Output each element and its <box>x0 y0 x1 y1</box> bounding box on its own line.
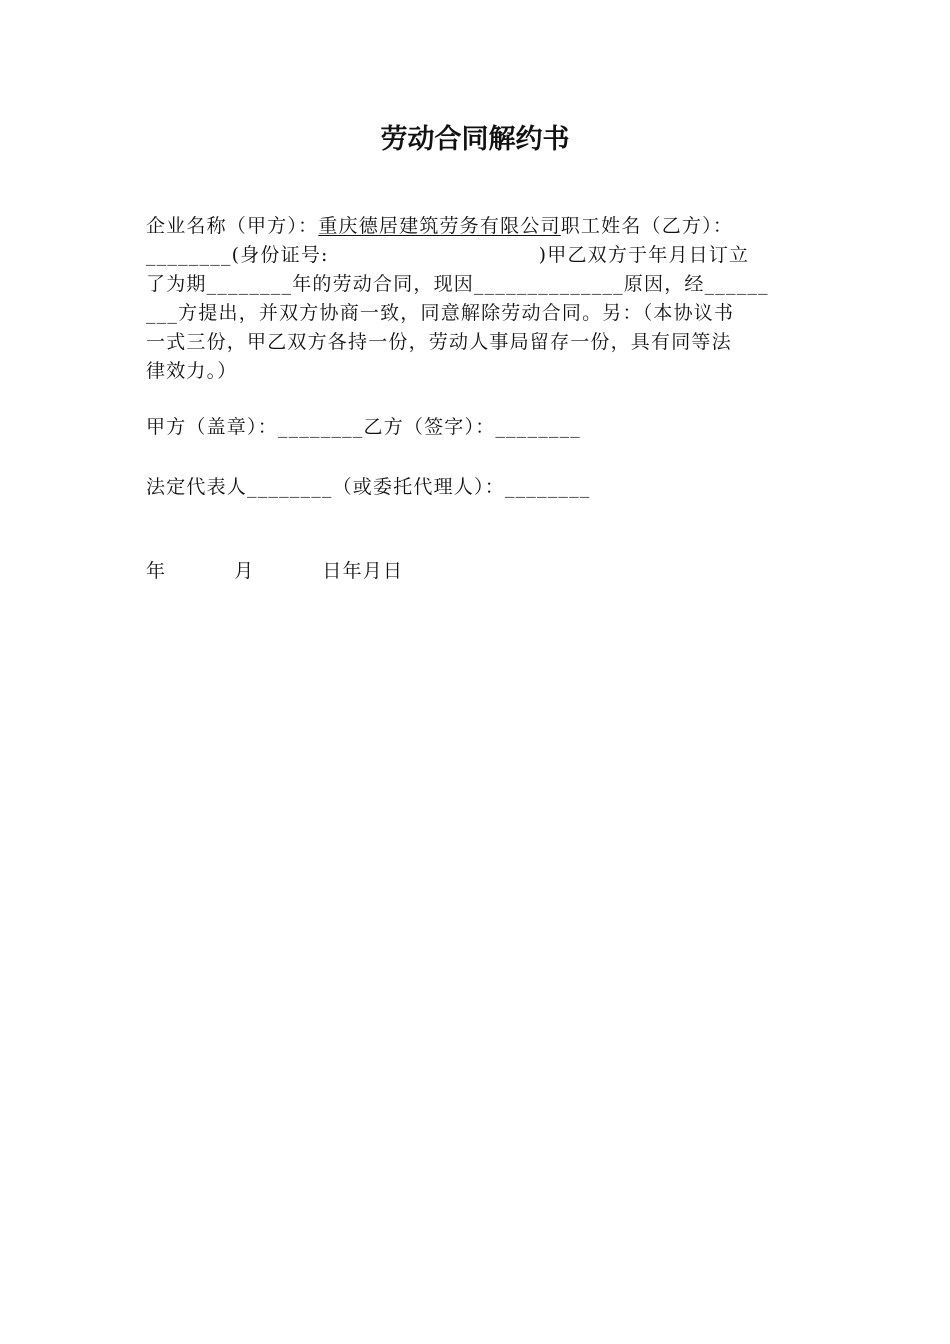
employer-label: 企业名称（甲方）： <box>146 215 319 237</box>
paragraph-line-5: 一式三份，甲乙双方各持一份，劳动人事局留存一份，具有同等法 <box>146 331 732 353</box>
paragraph-line-2 <box>146 241 806 270</box>
document-title: 劳动合同解约书 <box>380 124 570 155</box>
employee-label: 职工姓名（乙方）： <box>560 215 734 237</box>
contract-paragraph <box>146 212 806 386</box>
date-rest: 日年月日 <box>322 560 404 582</box>
date-line <box>146 557 806 586</box>
paragraph-line-6: 律效力。） <box>146 360 238 382</box>
legal-representative-line: 法定代表人________（或委托代理人）：________ <box>146 476 591 498</box>
company-name: 重庆德居建筑劳务有限公司 <box>318 215 561 237</box>
paragraph-line-4: ___方提出，并双方协商一致，同意解除劳动合同。另：（本协议书 <box>146 302 735 324</box>
date-year: 年 <box>146 560 167 582</box>
paragraph-line-1 <box>146 212 806 241</box>
party-signature-line: 甲方（盖章）：________乙方（签字）：________ <box>146 416 582 438</box>
id-number-label: ________(身份证号: <box>146 244 329 266</box>
date-month: 月 <box>234 560 255 582</box>
contract-date-text: )甲乙双方于年月日订立 <box>538 244 750 266</box>
paragraph-line-3: 了为期________年的劳动合同，现因______________原因，经______ <box>146 273 769 295</box>
